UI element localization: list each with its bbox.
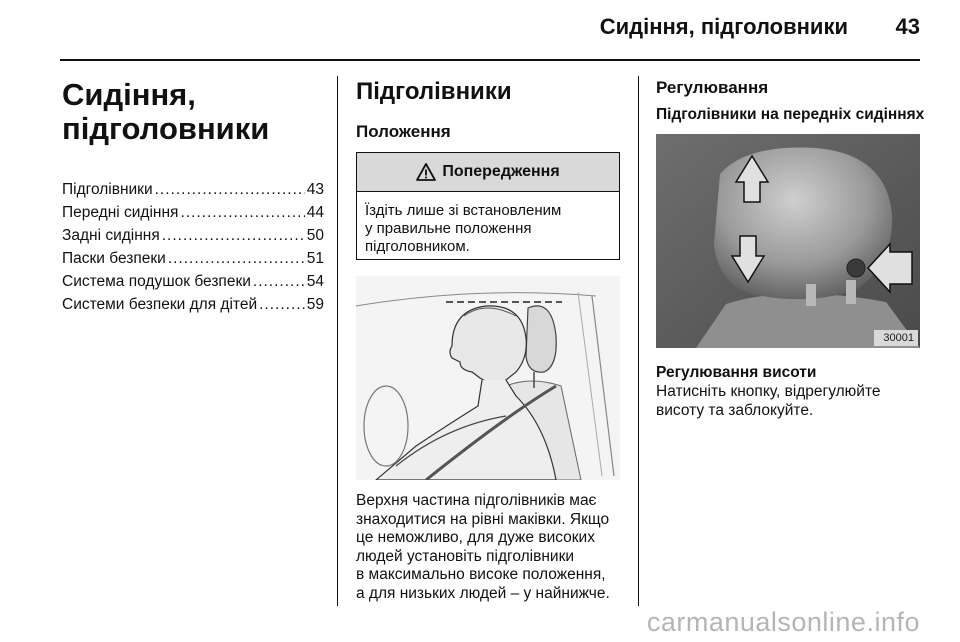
warning-box xyxy=(356,152,620,260)
paragraph-line: а для низьких людей – у найнижче. xyxy=(356,584,610,602)
paragraph-line: людей установіть підголівники xyxy=(356,547,575,565)
toc-entry-page: 59 xyxy=(306,296,324,313)
page-number: 43 xyxy=(895,14,920,39)
section-title-headrests: Підголівники xyxy=(356,78,512,105)
paragraph-line: Верхня частина підголівників має xyxy=(356,492,597,509)
toc-entry[interactable] xyxy=(62,247,324,270)
column-divider-1 xyxy=(337,76,338,606)
chapter-title-line1: Сидіння, xyxy=(62,77,196,112)
toc-leader-dots xyxy=(155,178,305,201)
headrest-position-illustration xyxy=(356,276,620,480)
subsection-title-position: Положення xyxy=(356,122,451,141)
warning-line: Їздіть лише зі встановленим xyxy=(365,202,562,219)
toc-leader-dots xyxy=(180,201,304,224)
subsection-title-front-headrests: Підголівники на передніх сидіннях xyxy=(656,106,925,123)
toc-leader-dots xyxy=(259,293,305,316)
toc-entry[interactable] xyxy=(62,201,324,224)
column-divider-2 xyxy=(638,76,639,606)
warning-title: Попередження xyxy=(442,163,560,180)
toc-entry-label: Задні сидіння xyxy=(62,227,160,244)
section-title-adjustment: Регулювання xyxy=(656,78,769,97)
warning-header xyxy=(357,153,619,192)
paragraph-line: це неможливо, для дуже високих xyxy=(356,529,595,547)
toc-entry[interactable] xyxy=(62,224,324,247)
chapter-title xyxy=(62,78,332,146)
toc-entry-page: 50 xyxy=(306,227,324,244)
headrest-height-paragraph xyxy=(356,492,628,604)
warning-line: у правильне положення xyxy=(365,220,532,237)
toc-entry[interactable] xyxy=(62,178,324,201)
chapter-title-line2: підголовники xyxy=(62,111,270,146)
toc-entry-page: 51 xyxy=(306,250,324,267)
toc-entry-label: Паски безпеки xyxy=(62,250,166,267)
toc-entry-label: Система подушок безпеки xyxy=(62,273,251,290)
toc-leader-dots xyxy=(253,270,305,293)
toc-entry-page: 44 xyxy=(306,204,324,221)
toc-entry-label: Підголівники xyxy=(62,181,153,198)
toc-entry-label: Передні сидіння xyxy=(62,204,179,221)
header-rule xyxy=(60,59,920,61)
watermark: carmanualsonline.info xyxy=(646,607,920,637)
height-adjustment-line: Натисніть кнопку, відрегулюйте xyxy=(656,383,881,400)
paragraph-line: в максимально високе положення, xyxy=(356,566,606,584)
running-header-title: Сидіння, підголовники xyxy=(599,14,848,39)
warning-text xyxy=(357,192,619,256)
headrest-adjustment-photo xyxy=(656,134,920,348)
paragraph-line: знаходитися на рівні маківки. Якщо xyxy=(356,510,610,528)
toc-entry[interactable] xyxy=(62,270,324,293)
headrest-photo-drawing xyxy=(656,134,920,348)
toc-entry-page: 43 xyxy=(306,181,324,198)
toc-entry-label: Системи безпеки для дітей xyxy=(62,296,258,313)
chapter-toc xyxy=(62,178,324,316)
warning-line: підголовником. xyxy=(365,238,470,255)
height-adjustment-title: Регулювання висоти xyxy=(656,364,817,381)
warning-triangle-icon xyxy=(416,163,436,181)
toc-entry-page: 54 xyxy=(306,273,324,290)
toc-leader-dots xyxy=(162,224,305,247)
height-adjustment-text xyxy=(656,383,920,420)
toc-entry[interactable] xyxy=(62,293,324,316)
height-adjustment-line: висоту та заблокуйте. xyxy=(656,401,814,419)
toc-leader-dots xyxy=(168,247,305,270)
photo-code: 30001 xyxy=(883,332,914,344)
